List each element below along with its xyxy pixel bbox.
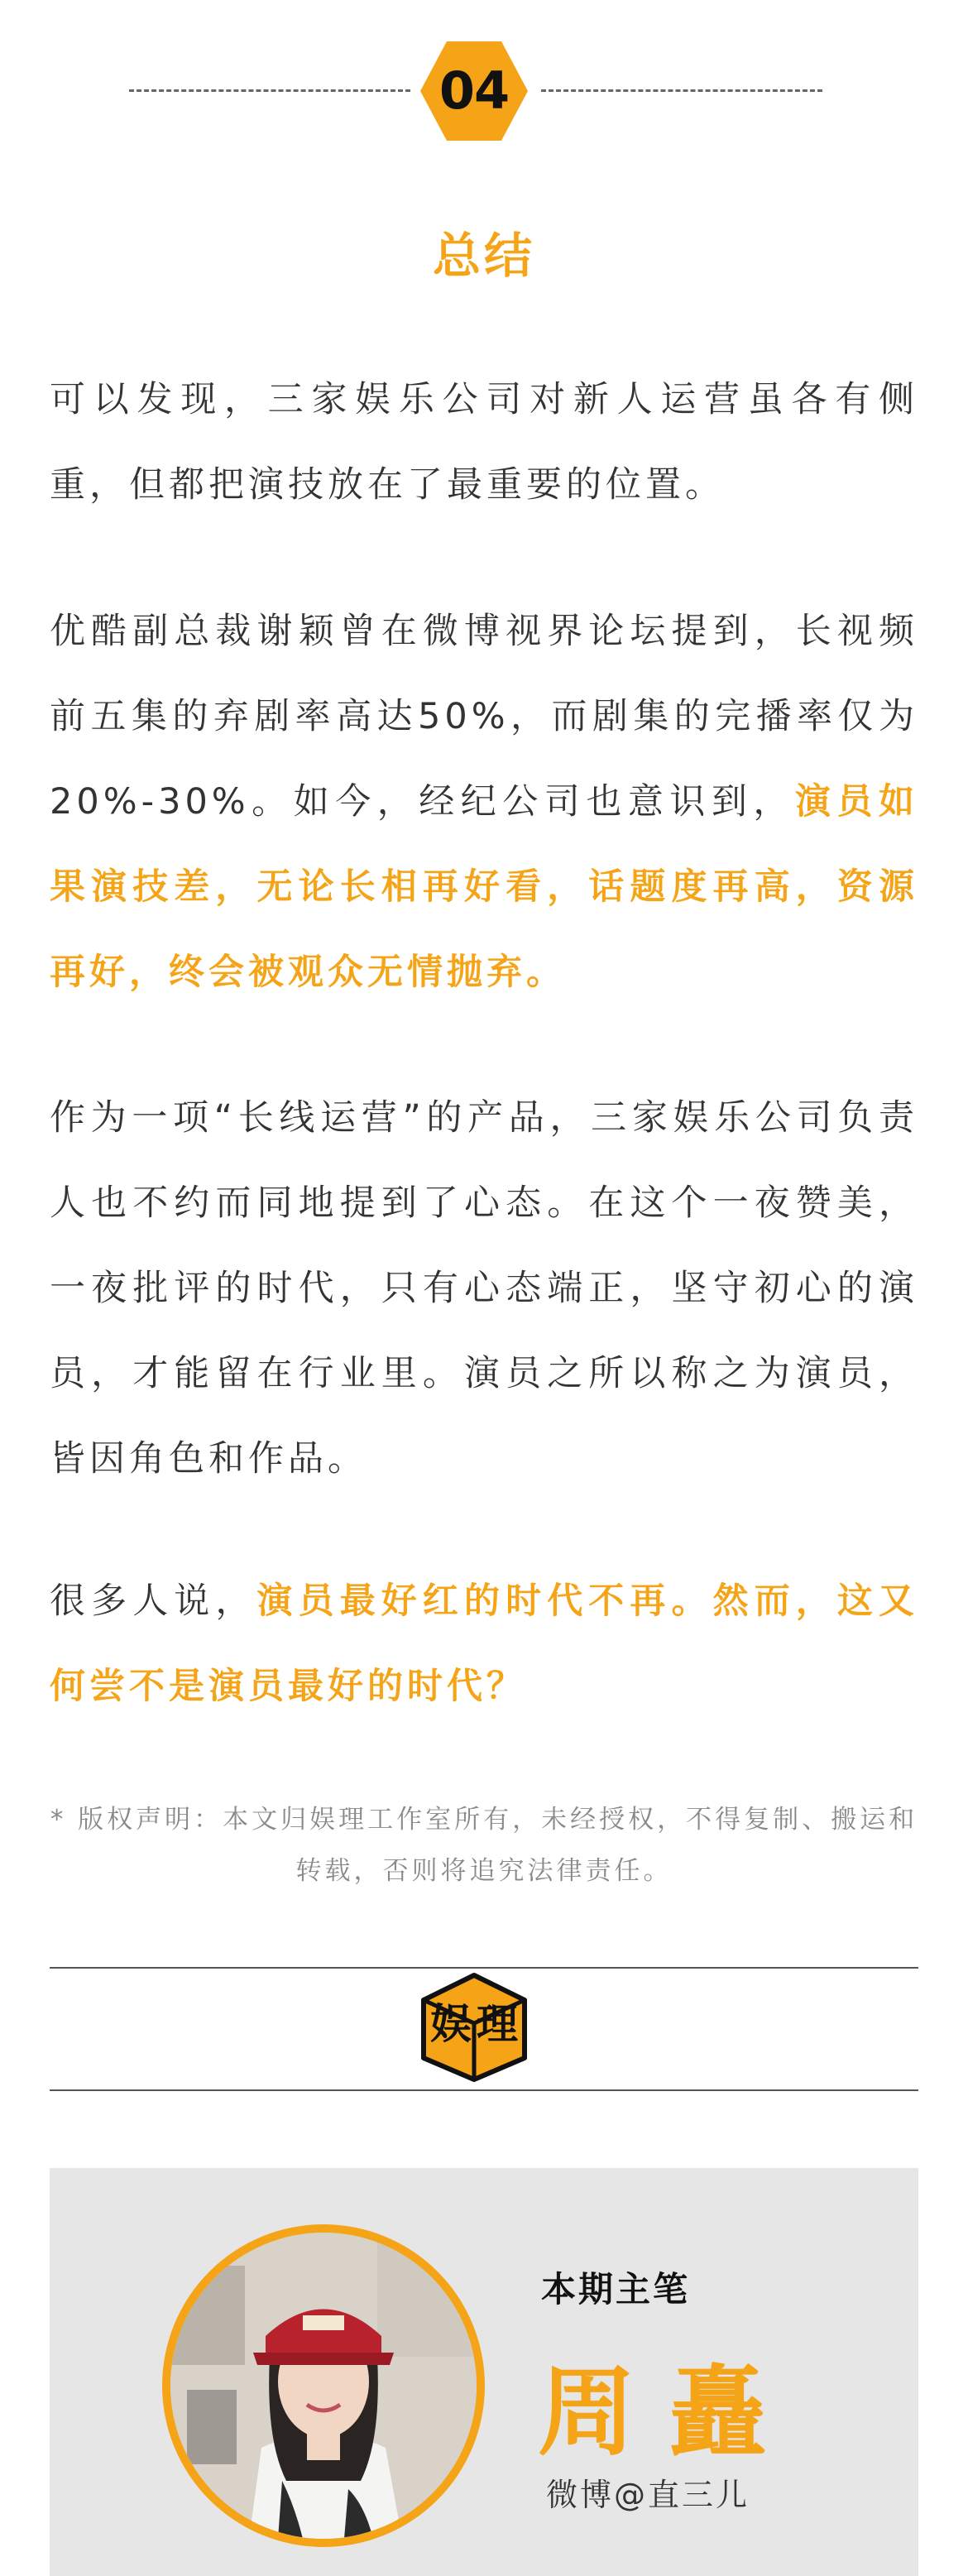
paragraph-2-highlight: 演员如果演技差，无论长相再好看，话题度再高，资源再好，终会被观众无情抛弃。	[50, 781, 918, 993]
paragraph-4-highlight: 演员最好红的时代不再。然而，这又何尝不是演员最好的时代？	[50, 1581, 918, 1707]
copyright-notice: * 版权声明：本文归娱理工作室所有，未经授权，不得复制、搬运和转载，否则将追究法律责任。	[50, 1805, 918, 1886]
author-label: 本期主笔	[541, 2269, 691, 2310]
author-portrait-icon	[170, 2233, 477, 2539]
yuli-logo	[419, 1972, 530, 2083]
section-number: 04	[438, 60, 510, 121]
paragraph-2-text: 优酷副总裁谢颖曾在微博视界论坛提到，长视频前五集的弃剧率高达50%，而剧集的完播率仅为20%-30%。如今，经纪公司也意识到，	[50, 611, 918, 823]
dashed-divider-right	[541, 89, 822, 92]
author-name: 周矗	[538, 2355, 800, 2469]
paragraph-4-text: 很多人说，	[50, 1581, 257, 1622]
logo-char-2: 理	[477, 2000, 518, 2048]
paragraph-1: 可以发现，三家娱乐公司对新人运营虽各有侧重，但都把演技放在了最重要的位置。	[50, 379, 918, 506]
paragraph-4	[50, 1559, 918, 1729]
paragraph-3: 作为一项“长线运营”的产品，三家娱乐公司负责人也不约而同地提到了心态。在这个一夜赞美，一夜批评的时代，只有心态端正，坚守初心的演员，才能留在行业里。演员之所以称之为演员，皆因角色和作品。	[50, 1097, 918, 1480]
avatar-photo	[170, 2233, 477, 2539]
author-weibo: 微博@直三儿	[546, 2477, 750, 2513]
section-title: 总结	[432, 228, 535, 284]
divider-top	[50, 1967, 918, 1969]
section-number-badge	[419, 40, 530, 142]
dashed-divider-left	[129, 89, 410, 92]
author-card	[50, 2168, 918, 2576]
section-header	[0, 40, 968, 147]
paragraph-2	[50, 589, 918, 1015]
avatar	[162, 2224, 485, 2547]
logo-char-1: 娱	[430, 2000, 472, 2048]
divider-bottom	[50, 2089, 918, 2091]
